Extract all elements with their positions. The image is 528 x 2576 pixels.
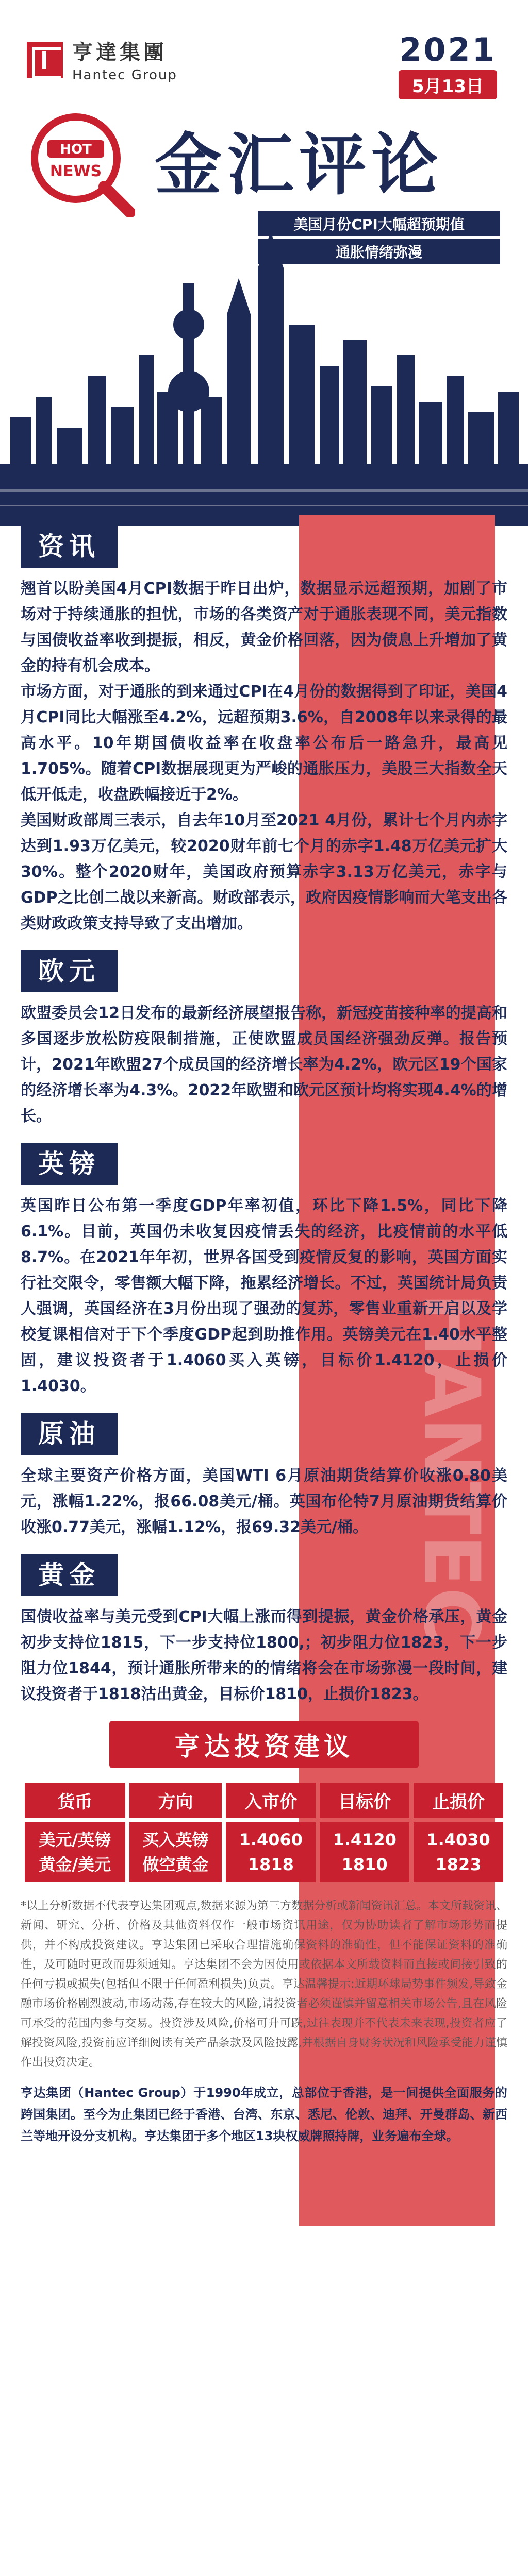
news-paragraph-3: 美国财政部周三表示，自去年10月至2021 4月份，累计七个月内赤字达到1.93万亿美元，较2020财年前七个月的赤字1.48万亿美元扩大30%。整个2020财年，美国政府预算赤字3.13万亿美元，赤字与GDP之比创二战以来新高。财政部表示，政府因疫情影响而大笔支出各类财政政策支持导致了支出增加。 [21,811,507,933]
subtitle-line-2: 通胀情绪弥漫 [258,239,500,264]
section-euro [21,950,507,1129]
section-title: 英镑 [21,1143,118,1185]
logo-mark-icon [27,42,63,78]
section-gold [21,1554,507,1707]
advice-header-row [25,1783,503,1818]
euro-paragraph: 欧盟委员会12日发布的最新经济展望报告称，新冠疫苗接种率的提高和多国逐步放松防疫限制措施，正使欧盟成员国经济强劲反弹。报告预计，2021年欧盟27个成员国的经济增长率为4.2%，欧元区19个国家的经济增长率为4.3%。2022年欧盟和欧元区预计均将实现4.4%的增长。 [21,1004,507,1125]
logo-english-name: Hantec Group [72,67,177,83]
news-paragraph-1: 翘首以盼美国4月CPI数据于昨日出炉，数据显示远超预期，加剧了市场对于持续通胀的担忧，市场的各类资产对于通胀表现不同，美元指数与国债收益率收到提振，相反，黄金价格回落，因为债息上升增加了黄金的持有机会成本。 [21,580,507,675]
advice-cell: 1.4060 1818 [226,1822,316,1882]
advice-title: 亨达投资建议 [109,1721,419,1768]
section-title: 欧元 [21,950,118,992]
disclaimer-text: *以上分析数据不代表亨达集团观点,数据来源为第三方数据分析或新闻资讯汇总。本文所载资讯、新闻、研究、分析、价格及其他资料仅作一般市场资讯用途，仅为协助读者了解市场形势而提供，并不构成投资建议。亨达集团已采取合理措施确保资料的准确性，但不能保证资料的准确性，及可随时更改而毋须通知。亨达集团不会为因使用或依据本文所载资料而直接或间接引致的任何亏损或损失(包括但不限于任何盈利损失)负责。亨达温馨提示:近期环球局势事件频发,导致金融市场价格剧烈波动,市场动荡,存在较大的风险,请投资者必须谨慎并留意相关市场公告,且在风险可承受的范围内参与交易。投资涉及风险,价格可升可跌,过往表现并不代表未来表现,投资者应了解投资风险,投资前应详细阅读有关产品条款及风险披露,并根据自身财务状况和风险承受能力谨慎作出投资决定。 [21,1900,507,2069]
issue-year: 2021 [399,31,497,69]
section-title: 资讯 [21,526,118,568]
hot-label: HOT [60,142,92,157]
page-title: 金汇评论 [155,125,444,204]
pound-paragraph: 英国昨日公布第一季度GDP年率初值，环比下降1.5%，同比下降6.1%。目前，英国仍未收复因疫情丢失的经济，比疫情前的水平低8.7%。在2021年年初，世界各国受到疫情反复的影响，英国方面实行社交限令，零售额大幅下降，拖累经济增长。不过，英国统计局负责人强调，英国经济在3月份出现了强劲的复苏，零售业重新开启以及学校复课相信对于下个季度GDP起到助推作用。英镑美元在1.40水平整固，建议投资者于1.4060买入英镑，目标价1.4120，止损价1.4030。 [21,1197,507,1395]
company-logo [27,36,177,83]
investment-advice [21,1721,507,1886]
section-title: 黄金 [21,1554,118,1596]
news-label: NEWS [50,162,102,180]
col-entry-price: 入市价 [226,1783,316,1818]
section-pound [21,1143,507,1399]
logo-chinese-name: 亨達集團 [72,40,167,64]
about-company-text: 亨达集团（Hantec Group）于1990年成立，总部位于香港，是一间提供全面服务的跨国集团。至今为止集团已经于香港、台湾、东京、悉尼、伦敦、迪拜、开曼群岛、新西兰等地开设分支机构。亨达集团于多个地区13块权威牌照持牌，业务遍布全球。 [21,2086,507,2143]
col-target-price: 目标价 [320,1783,409,1818]
page-header [0,0,528,526]
section-news [21,526,507,937]
issue-date [399,33,497,99]
news-paragraph-2: 市场方面，对于通胀的到来通过CPI在4月份的数据得到了印证，美国4月CPI同比大幅涨至4.2%，远超预期3.6%，自2008年以来录得的最高水平。10年期国债收益率在收盘率公布后一路急升，最高见1.705%。随着CPI数据展现更为严峻的通胀压力，美股三大指数全天低开低走，收盘跌幅接近于2%。 [21,683,507,804]
advice-cell: 美元/英镑 黄金/美元 [25,1822,125,1882]
article-body [0,515,528,2576]
subtitle-line-1: 美国月份CPI大幅超预期值 [258,211,500,236]
hot-news-magnifier-icon [27,109,135,217]
col-stop-loss: 止损价 [414,1783,503,1818]
watermark: HANTEC [406,1292,496,1645]
advice-cell: 买入英镑 做空黄金 [129,1822,222,1882]
advice-table [21,1778,507,1886]
advice-cell: 1.4120 1810 [320,1822,409,1882]
city-skyline-illustration [0,222,528,526]
col-currency: 货币 [25,1783,125,1818]
advice-cell: 1.4030 1823 [414,1822,503,1882]
section-title: 原油 [21,1413,118,1455]
advice-row [25,1822,503,1882]
gold-paragraph: 国债收益率与美元受到CPI大幅上涨而得到提振，黄金价格承压，黄金初步支持位1815，下一步支持位1800,；初步阻力位1823，下一步阻力位1844，预计通胀所带来的的情绪将会在市场弥漫一段时间，建议投资者于1818沽出黄金，目标价1810，止损价1823。 [21,1608,507,1703]
col-direction: 方向 [129,1783,222,1818]
issue-month-day: 5月13日 [399,70,497,99]
section-crude-oil [21,1413,507,1540]
crude-oil-paragraph: 全球主要资产价格方面，美国WTI 6月原油期货结算价收涨0.80美元，涨幅1.22%，报66.08美元/桶。英国布伦特7月原油期货结算价收涨0.77美元，涨幅1.12%，报69.32美元/桶。 [21,1467,507,1536]
